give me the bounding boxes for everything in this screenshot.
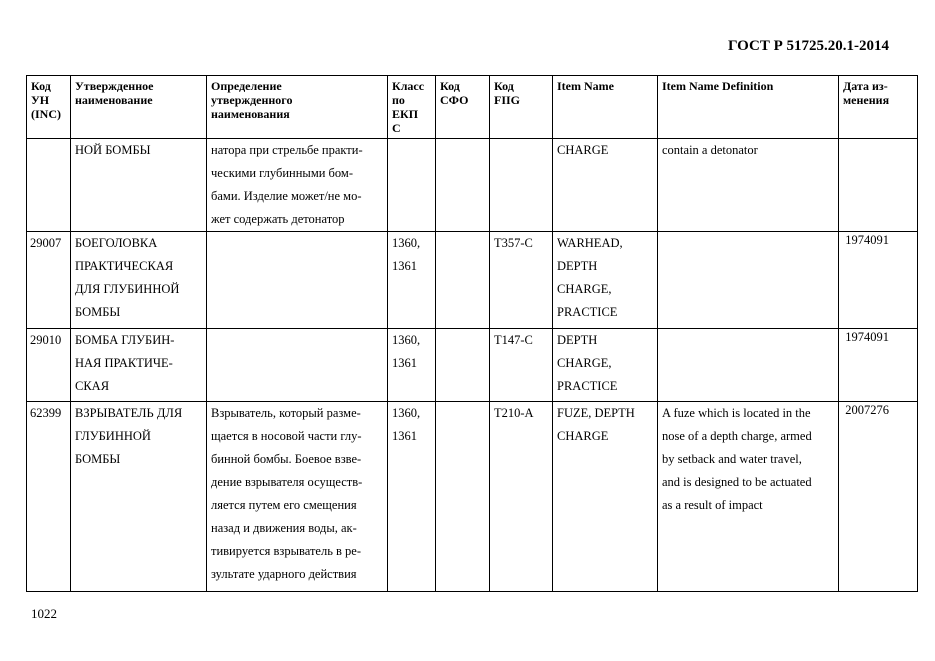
cell-definition: Взрыватель, который разме- щается в носовой части глу- бинной бомбы. Боевое взве- дение взрывателя осуществ- ляется путем его смещения назад и движения воды, ак- тивируется взрыватель в ре- зультате ударного действия: [207, 402, 388, 592]
cell-fiig: T357-C: [490, 232, 553, 329]
header-fiig: Код FIIG: [490, 76, 553, 139]
cell-item-name: CHARGE: [553, 139, 658, 232]
cell-name: НОЙ БОМБЫ: [71, 139, 207, 232]
cell-sfo: [436, 139, 490, 232]
cell-fiig: T147-C: [490, 329, 553, 402]
cell-sfo: [436, 402, 490, 592]
header-approved-name: Утвержденное наименование: [71, 76, 207, 139]
table-row: [27, 139, 918, 232]
cell-date: 1974091: [839, 232, 918, 329]
header-item-name-definition: Item Name Definition: [658, 76, 839, 139]
cell-date: 1974091: [839, 329, 918, 402]
cell-definition: [207, 329, 388, 402]
cell-class: [388, 139, 436, 232]
cell-inc: 62399: [27, 402, 71, 592]
header-sfo: Код СФО: [436, 76, 490, 139]
table-row: [27, 329, 918, 402]
cell-inc: 29007: [27, 232, 71, 329]
catalog-table: [26, 75, 918, 592]
cell-item-name: DEPTH CHARGE, PRACTICE: [553, 329, 658, 402]
page-number: 1022: [31, 606, 57, 621]
cell-definition: [207, 232, 388, 329]
cell-fiig: T210-A: [490, 402, 553, 592]
cell-name: БОМБА ГЛУБИН- НАЯ ПРАКТИЧЕ- СКАЯ: [71, 329, 207, 402]
table-header-row: [27, 76, 918, 139]
cell-name: БОЕГОЛОВКА ПРАКТИЧЕСКАЯ ДЛЯ ГЛУБИННОЙ БОМБЫ: [71, 232, 207, 329]
cell-inc: 29010: [27, 329, 71, 402]
cell-fiig: [490, 139, 553, 232]
cell-item-definition: contain a detonator: [658, 139, 839, 232]
cell-item-definition: A fuze which is located in the nose of a depth charge, armed by setback and water travel, and is designed to be actuated as a result of impact: [658, 402, 839, 592]
cell-date: [839, 139, 918, 232]
cell-sfo: [436, 232, 490, 329]
cell-class: 1360, 1361: [388, 329, 436, 402]
header-class: Класс по ЕКП С: [388, 76, 436, 139]
cell-class: 1360, 1361: [388, 232, 436, 329]
header-date: Дата из- менения: [839, 76, 918, 139]
cell-inc: [27, 139, 71, 232]
header-definition: Определение утвержденного наименования: [207, 76, 388, 139]
cell-definition: натора при стрельбе практи- ческими глубинными бом- бами. Изделие может/не мо- жет содержать детонатор: [207, 139, 388, 232]
cell-date: 2007276: [839, 402, 918, 592]
header-inc: Код УН (INC): [27, 76, 71, 139]
cell-class: 1360, 1361: [388, 402, 436, 592]
table-row: [27, 232, 918, 329]
cell-item-name: WARHEAD, DEPTH CHARGE, PRACTICE: [553, 232, 658, 329]
cell-item-definition: [658, 329, 839, 402]
document-standard-header: ГОСТ Р 51725.20.1-2014: [727, 38, 889, 54]
cell-item-name: FUZE, DEPTH CHARGE: [553, 402, 658, 592]
cell-sfo: [436, 329, 490, 402]
header-item-name: Item Name: [553, 76, 658, 139]
cell-item-definition: [658, 232, 839, 329]
table-row: [27, 402, 918, 592]
cell-name: ВЗРЫВАТЕЛЬ ДЛЯ ГЛУБИННОЙ БОМБЫ: [71, 402, 207, 592]
